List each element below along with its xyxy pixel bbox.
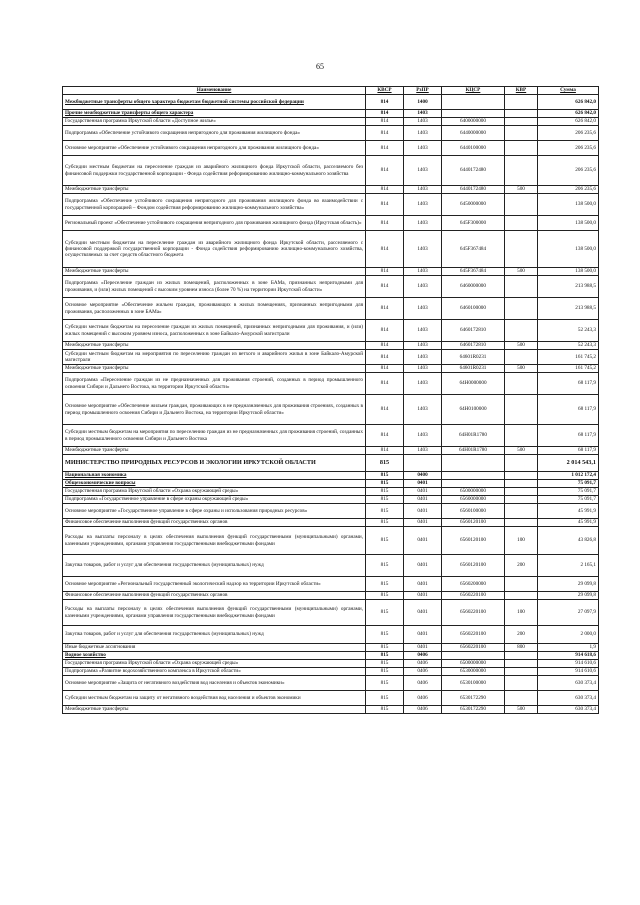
cell-kvsr: 815 <box>366 555 404 577</box>
cell-kvr <box>505 231 538 268</box>
table-row <box>63 447 599 455</box>
cell-rzpr: 1403 <box>404 194 442 216</box>
cell-name: Иные бюджетные ассигнования <box>63 644 366 652</box>
cell-sum: 45 991,9 <box>538 504 599 519</box>
cell-name: Межбюджетные трансферты <box>63 342 366 350</box>
cell-kvsr: 814 <box>366 156 404 186</box>
cell-kcsr: 6400000000 <box>442 118 505 126</box>
cell-name: Субсидии местным бюджетам на переселение граждан из аварийного жилищного фонда Иркутской области, расселяемого без финансовой поддержки государственной корпорации - Фонда содействия реформированию жилищно-коммунального хозяйства <box>63 156 366 186</box>
cell-kcsr: 6530100000 <box>442 676 505 691</box>
cell-rzpr: 0401 <box>404 480 442 488</box>
cell-sum: 161 745,2 <box>538 350 599 365</box>
cell-kcsr: 6440100000 <box>442 141 505 156</box>
cell-rzpr: 1403 <box>404 395 442 425</box>
cell-rzpr: 1403 <box>404 425 442 447</box>
cell-rzpr: 0401 <box>404 496 442 504</box>
cell-kcsr: 6560220100 <box>442 626 505 644</box>
cell-kcsr <box>442 652 505 660</box>
cell-rzpr: 0401 <box>404 600 442 626</box>
table-row <box>63 706 599 714</box>
cell-kvr: 500 <box>505 186 538 194</box>
cell-kcsr: 64Н01R1780 <box>442 447 505 455</box>
table-row <box>63 110 599 118</box>
cell-rzpr: 1403 <box>404 342 442 350</box>
cell-kvr <box>505 194 538 216</box>
cell-kcsr: 64Н0000000 <box>442 373 505 395</box>
cell-kvr <box>505 652 538 660</box>
cell-sum: 1,9 <box>538 644 599 652</box>
table-row <box>63 600 599 626</box>
cell-rzpr: 0406 <box>404 691 442 706</box>
cell-name: Общеэкономические вопросы <box>63 480 366 488</box>
cell-rzpr: 0401 <box>404 488 442 496</box>
cell-name: Государственная программа Иркутской области «Доступное жилье» <box>63 118 366 126</box>
cell-name: Подпрограмма «Переселение граждан из не предназначенных для проживания строений, созданных в период промышленного освоения Сибири и Дальнего Востока, на территории Иркутской области» <box>63 373 366 395</box>
cell-kvsr: 814 <box>366 95 404 110</box>
cell-rzpr: 1403 <box>404 186 442 194</box>
cell-name: МИНИСТЕРСТВО ПРИРОДНЫХ РЕСУРСОВ И ЭКОЛОГИИ ИРКУТСКОЙ ОБЛАСТИ <box>63 455 366 472</box>
cell-rzpr: 1403 <box>404 231 442 268</box>
cell-kvr <box>505 118 538 126</box>
cell-sum: 914 610,6 <box>538 660 599 668</box>
cell-sum: 43 826,8 <box>538 527 599 555</box>
cell-sum: 68 117,9 <box>538 373 599 395</box>
cell-sum: 1 012 172,4 <box>538 472 599 480</box>
cell-kcsr: 6560220100 <box>442 600 505 626</box>
cell-kvr <box>505 373 538 395</box>
cell-sum: 626 842,0 <box>538 95 599 110</box>
table-row <box>63 668 599 676</box>
table-row <box>63 216 599 231</box>
cell-sum: 68 117,9 <box>538 447 599 455</box>
cell-kvsr: 815 <box>366 488 404 496</box>
cell-rzpr: 0401 <box>404 577 442 592</box>
cell-kcsr: 6530172290 <box>442 691 505 706</box>
cell-kcsr: 645F367484 <box>442 231 505 268</box>
cell-sum: 75 091,7 <box>538 488 599 496</box>
cell-kcsr: 64Н01R1780 <box>442 425 505 447</box>
header-rzpr: РзПР <box>404 87 442 95</box>
cell-kcsr: 6560200000 <box>442 577 505 592</box>
cell-sum: 68 117,9 <box>538 425 599 447</box>
cell-kcsr: 645F300000 <box>442 216 505 231</box>
header-name: Наименование <box>63 87 366 95</box>
cell-kvr <box>505 488 538 496</box>
table-row <box>63 652 599 660</box>
cell-rzpr: 0400 <box>404 472 442 480</box>
cell-rzpr: 1403 <box>404 276 442 298</box>
cell-sum: 138 500,0 <box>538 268 599 276</box>
table-row <box>63 644 599 652</box>
cell-name: Подпрограмма «Развитие водохозяйственного комплекса в Иркутской области» <box>63 668 366 676</box>
cell-kcsr: 6500000000 <box>442 660 505 668</box>
table-row <box>63 425 599 447</box>
cell-rzpr: 0406 <box>404 652 442 660</box>
cell-kvsr: 814 <box>366 365 404 373</box>
cell-kvsr: 815 <box>366 626 404 644</box>
cell-kcsr: 64601R0231 <box>442 350 505 365</box>
cell-sum: 626 842,0 <box>538 110 599 118</box>
table-body <box>63 95 599 714</box>
cell-kvsr: 814 <box>366 141 404 156</box>
cell-rzpr: 1403 <box>404 447 442 455</box>
cell-kvsr: 815 <box>366 668 404 676</box>
header-kcsr: КЦСР <box>442 87 505 95</box>
cell-kcsr: 6560120100 <box>442 527 505 555</box>
cell-name: Подпрограмма «Обеспечение устойчивого сокращения непригодного для проживания жилищного фонда» <box>63 126 366 141</box>
cell-sum: 27 097,9 <box>538 600 599 626</box>
cell-kvsr: 815 <box>366 519 404 527</box>
cell-rzpr <box>404 455 442 472</box>
cell-rzpr: 0401 <box>404 555 442 577</box>
page-number: 65 <box>316 62 324 71</box>
cell-sum: 630 373,4 <box>538 706 599 714</box>
cell-kcsr: 6440172480 <box>442 156 505 186</box>
cell-name: Межбюджетные трансферты <box>63 365 366 373</box>
cell-kvsr: 815 <box>366 660 404 668</box>
cell-name: Межбюджетные трансферты <box>63 268 366 276</box>
cell-rzpr: 1403 <box>404 126 442 141</box>
cell-sum: 626 842,0 <box>538 118 599 126</box>
cell-kvr <box>505 95 538 110</box>
cell-kvsr: 814 <box>366 350 404 365</box>
cell-kvsr: 815 <box>366 592 404 600</box>
cell-kcsr: 6560220100 <box>442 644 505 652</box>
cell-kcsr: 6560120100 <box>442 519 505 527</box>
cell-kvr <box>505 141 538 156</box>
cell-sum: 2 014 543,1 <box>538 455 599 472</box>
cell-sum: 206 235,6 <box>538 156 599 186</box>
cell-kvr <box>505 504 538 519</box>
table-row <box>63 455 599 472</box>
cell-kvr <box>505 110 538 118</box>
table-row <box>63 186 599 194</box>
cell-kvr: 500 <box>505 342 538 350</box>
cell-name: Закупка товаров, работ и услуг для обеспечения государственных (муниципальных) нужд <box>63 555 366 577</box>
cell-kvsr: 814 <box>366 126 404 141</box>
cell-sum: 29 099,8 <box>538 592 599 600</box>
cell-sum: 213 988,5 <box>538 276 599 298</box>
table-row <box>63 342 599 350</box>
cell-rzpr: 1403 <box>404 350 442 365</box>
cell-sum: 2 165,1 <box>538 555 599 577</box>
table-row <box>63 472 599 480</box>
cell-kvr <box>505 496 538 504</box>
cell-kvsr: 815 <box>366 577 404 592</box>
cell-sum: 2 000,0 <box>538 626 599 644</box>
cell-kvr: 500 <box>505 365 538 373</box>
cell-name: Прочие межбюджетные трансферты общего характера <box>63 110 366 118</box>
cell-sum: 206 235,6 <box>538 141 599 156</box>
cell-rzpr: 1403 <box>404 268 442 276</box>
cell-sum: 45 991,9 <box>538 519 599 527</box>
cell-kvr <box>505 691 538 706</box>
cell-sum: 630 373,4 <box>538 691 599 706</box>
cell-kvr <box>505 276 538 298</box>
cell-kcsr: 6460172810 <box>442 342 505 350</box>
cell-kvsr: 815 <box>366 652 404 660</box>
cell-kvsr: 814 <box>366 298 404 320</box>
table-row <box>63 395 599 425</box>
cell-kvsr: 814 <box>366 276 404 298</box>
cell-kcsr <box>442 455 505 472</box>
cell-rzpr: 0406 <box>404 668 442 676</box>
cell-kvr: 500 <box>505 706 538 714</box>
cell-sum: 52 243,3 <box>538 342 599 350</box>
cell-kvsr: 814 <box>366 118 404 126</box>
cell-kcsr: 64601R0231 <box>442 365 505 373</box>
table-row <box>63 126 599 141</box>
cell-kvr <box>505 660 538 668</box>
table-row <box>63 691 599 706</box>
cell-name: Межбюджетные трансферты <box>63 186 366 194</box>
cell-kcsr: 6440000000 <box>442 126 505 141</box>
cell-sum: 138 500,0 <box>538 194 599 216</box>
table-row <box>63 504 599 519</box>
table-row <box>63 496 599 504</box>
cell-kcsr: 6500000000 <box>442 488 505 496</box>
cell-sum: 29 099,8 <box>538 577 599 592</box>
cell-rzpr: 0401 <box>404 527 442 555</box>
table-row <box>63 626 599 644</box>
header-sum: Сумма <box>538 87 599 95</box>
cell-kcsr <box>442 472 505 480</box>
table-row <box>63 676 599 691</box>
cell-rzpr: 0401 <box>404 644 442 652</box>
cell-name: Субсидии местным бюджетам на мероприятия по переселению граждан из не предназначенных для проживания строений, созданных в период промышленного освоения Сибири и Дальнего Востока <box>63 425 366 447</box>
cell-kvsr: 814 <box>366 231 404 268</box>
cell-kvsr: 815 <box>366 691 404 706</box>
cell-rzpr: 0401 <box>404 519 442 527</box>
table-row <box>63 480 599 488</box>
cell-kvr <box>505 350 538 365</box>
cell-kcsr <box>442 95 505 110</box>
cell-kvr <box>505 676 538 691</box>
cell-name: Региональный проект «Обеспечение устойчивого сокращения непригодного для проживания жилищного фонда (Иркутская область)» <box>63 216 366 231</box>
cell-kcsr: 6460172810 <box>442 320 505 342</box>
cell-sum: 161 745,2 <box>538 365 599 373</box>
cell-rzpr: 0406 <box>404 660 442 668</box>
cell-kvr <box>505 592 538 600</box>
cell-kvr <box>505 298 538 320</box>
cell-rzpr: 0401 <box>404 626 442 644</box>
cell-kvsr: 814 <box>366 395 404 425</box>
cell-name: Национальная экономика <box>63 472 366 480</box>
cell-kvsr: 815 <box>366 480 404 488</box>
cell-rzpr: 1403 <box>404 118 442 126</box>
cell-kvr <box>505 472 538 480</box>
cell-name: Подпрограмма «Государственное управление в сфере охраны окружающей среды» <box>63 496 366 504</box>
cell-rzpr: 0406 <box>404 706 442 714</box>
table-row <box>63 156 599 186</box>
cell-rzpr: 1403 <box>404 141 442 156</box>
cell-rzpr: 1403 <box>404 216 442 231</box>
cell-name: Основное мероприятие «Обеспечение жильем граждан, проживающих в не предназначенных для проживания строениях, созданных в период промышленного освоения Сибири и Дальнего Востока, на территории Иркутской области» <box>63 395 366 425</box>
header-kvsr: КВСР <box>366 87 404 95</box>
cell-kcsr: 6530172290 <box>442 706 505 714</box>
cell-rzpr: 0406 <box>404 676 442 691</box>
cell-kcsr: 64Н0100000 <box>442 395 505 425</box>
cell-kvsr: 814 <box>366 373 404 395</box>
cell-kvr <box>505 425 538 447</box>
cell-sum: 138 500,0 <box>538 216 599 231</box>
cell-kvsr: 814 <box>366 268 404 276</box>
cell-kvsr: 815 <box>366 676 404 691</box>
cell-kvsr: 815 <box>366 644 404 652</box>
cell-kvsr: 814 <box>366 425 404 447</box>
cell-kvr <box>505 320 538 342</box>
cell-kvr <box>505 519 538 527</box>
table-header-row <box>63 87 599 95</box>
cell-kvr <box>505 395 538 425</box>
cell-kvsr: 815 <box>366 600 404 626</box>
cell-kcsr <box>442 480 505 488</box>
cell-kcsr <box>442 110 505 118</box>
table-row <box>63 350 599 365</box>
cell-rzpr: 1403 <box>404 156 442 186</box>
cell-name: Основное мероприятие «Защита от негативного воздействия вод населения и объектов экономики» <box>63 676 366 691</box>
cell-kvr: 500 <box>505 268 538 276</box>
cell-name: Субсидии местным бюджетам на мероприятия по переселению граждан из ветхого и аварийного жилья в зоне Байкало-Амурской магистрали <box>63 350 366 365</box>
cell-kcsr: 6560220100 <box>442 592 505 600</box>
cell-name: Финансовое обеспечение выполнения функций государственных органов <box>63 592 366 600</box>
header-kvr: КВР <box>505 87 538 95</box>
table-row <box>63 276 599 298</box>
cell-kcsr: 6560000000 <box>442 496 505 504</box>
table-row <box>63 527 599 555</box>
cell-kvsr: 814 <box>366 447 404 455</box>
cell-kvr <box>505 668 538 676</box>
cell-name: Подпрограмма «Переселение граждан из жилых помещений, расположенных в зоне БАМа, признанных непригодными для проживания, и (или) жилых помещений с высоким уровнем износа (более 70 %) на территории Иркутской области» <box>63 276 366 298</box>
cell-kvsr: 814 <box>366 320 404 342</box>
cell-name: Основное мероприятие «Региональный государственный экологический надзор на территории Иркутской области» <box>63 577 366 592</box>
table-row <box>63 519 599 527</box>
table-row <box>63 577 599 592</box>
cell-kvr <box>505 216 538 231</box>
cell-kvr: 100 <box>505 527 538 555</box>
cell-name: Основное мероприятие «Обеспечение устойчивого сокращения непригодного для проживания жилищного фонда» <box>63 141 366 156</box>
cell-kcsr: 6560120100 <box>442 555 505 577</box>
cell-kvr <box>505 577 538 592</box>
cell-kcsr: 6460000000 <box>442 276 505 298</box>
cell-name: Основное мероприятие «Государственное управление в сфере охраны и использования природных ресурсов» <box>63 504 366 519</box>
table-row <box>63 660 599 668</box>
cell-rzpr: 0401 <box>404 592 442 600</box>
cell-kcsr: 6440172480 <box>442 186 505 194</box>
cell-name: Субсидии местным бюджетам на переселение граждан из жилых помещений, признанных непригодными для проживания, и (или) жилых помещений с высоким уровнем износа, расположенных в зоне Байкало-Амурской магистрали <box>63 320 366 342</box>
table-row <box>63 298 599 320</box>
cell-sum: 52 243,3 <box>538 320 599 342</box>
cell-rzpr: 1400 <box>404 95 442 110</box>
cell-kvr: 100 <box>505 600 538 626</box>
cell-rzpr: 1403 <box>404 110 442 118</box>
cell-rzpr: 0401 <box>404 504 442 519</box>
table-row <box>63 268 599 276</box>
cell-rzpr: 1403 <box>404 373 442 395</box>
table-row <box>63 141 599 156</box>
cell-sum: 914 610,6 <box>538 668 599 676</box>
cell-kvsr: 815 <box>366 527 404 555</box>
cell-sum: 75 091,7 <box>538 496 599 504</box>
cell-kcsr: 645F367484 <box>442 268 505 276</box>
cell-kvsr: 815 <box>366 472 404 480</box>
cell-sum: 213 988,5 <box>538 298 599 320</box>
cell-name: Межбюджетные трансферты <box>63 447 366 455</box>
cell-kcsr: 6560100000 <box>442 504 505 519</box>
cell-sum: 206 235,6 <box>538 186 599 194</box>
cell-name: Государственная программа Иркутской области «Охрана окружающей среды» <box>63 488 366 496</box>
table-row <box>63 555 599 577</box>
cell-name: Расходы на выплаты персоналу в целях обеспечения выполнения функций государственными (муниципальными) органами, казенными учреждениями, органами управления государственными внебюджетными фондами <box>63 527 366 555</box>
cell-sum: 914 618,6 <box>538 652 599 660</box>
cell-kvsr: 814 <box>366 110 404 118</box>
cell-name: Государственная программа Иркутской области «Охрана окружающей среды» <box>63 660 366 668</box>
cell-kvr <box>505 126 538 141</box>
cell-kvsr: 814 <box>366 216 404 231</box>
table-row <box>63 118 599 126</box>
cell-kvr <box>505 480 538 488</box>
cell-kvr <box>505 156 538 186</box>
cell-kvr: 200 <box>505 626 538 644</box>
table-row <box>63 592 599 600</box>
table-row <box>63 320 599 342</box>
cell-kvr: 200 <box>505 555 538 577</box>
cell-kvr: 800 <box>505 644 538 652</box>
cell-rzpr: 1403 <box>404 365 442 373</box>
cell-kvr <box>505 455 538 472</box>
cell-name: Водное хозяйство <box>63 652 366 660</box>
cell-name: Подпрограмма «Обеспечение устойчивого сокращения непригодного для проживания жилищного фонда во взаимодействии с государственной корпорацией – Фондом содействия реформированию жилищно-коммунального хозяйства» <box>63 194 366 216</box>
cell-kvsr: 815 <box>366 455 404 472</box>
table-row <box>63 373 599 395</box>
cell-sum: 75 091,7 <box>538 480 599 488</box>
table-row <box>63 231 599 268</box>
cell-sum: 206 235,6 <box>538 126 599 141</box>
cell-name: Межбюджетные трансферты <box>63 706 366 714</box>
budget-table <box>62 86 599 714</box>
cell-kvsr: 814 <box>366 342 404 350</box>
cell-kcsr: 6450000000 <box>442 194 505 216</box>
table-row <box>63 95 599 110</box>
cell-kcsr: 6530000000 <box>442 668 505 676</box>
cell-rzpr: 1403 <box>404 298 442 320</box>
cell-name: Расходы на выплаты персоналу в целях обеспечения выполнения функций государственными (муниципальными) органами, казенными учреждениями, органами управления государственными внебюджетными фондами <box>63 600 366 626</box>
table-row <box>63 365 599 373</box>
table-row <box>63 488 599 496</box>
cell-kvsr: 815 <box>366 504 404 519</box>
cell-name: Субсидии местным бюджетам на защиту от негативного воздействия вод населения и объектов экономики <box>63 691 366 706</box>
cell-kcsr: 6460100000 <box>442 298 505 320</box>
cell-name: Финансовое обеспечение выполнения функций государственных органов <box>63 519 366 527</box>
cell-name: Субсидии местным бюджетам на переселение граждан из аварийного жилищного фонда Иркутской области, расселяемого с финансовой поддержкой государственной корпорации - Фонда содействия реформированию жилищно-коммунального хозяйства, осуществляемых за счет средств областного бюджета <box>63 231 366 268</box>
cell-kvr: 500 <box>505 447 538 455</box>
cell-kvsr: 814 <box>366 186 404 194</box>
cell-kvsr: 815 <box>366 496 404 504</box>
cell-name: Межбюджетные трансферты общего характера бюджетам бюджетной системы российской федерации <box>63 95 366 110</box>
cell-name: Основное мероприятие «Обеспечение жильем граждан, проживающих в жилых помещениях, признанных непригодными для проживания, расположенных в зоне БАМа» <box>63 298 366 320</box>
cell-rzpr: 1403 <box>404 320 442 342</box>
cell-sum: 138 500,0 <box>538 231 599 268</box>
cell-kvsr: 815 <box>366 706 404 714</box>
table-row <box>63 194 599 216</box>
cell-sum: 630 373,4 <box>538 676 599 691</box>
cell-name: Закупка товаров, работ и услуг для обеспечения государственных (муниципальных) нужд <box>63 626 366 644</box>
cell-kvsr: 814 <box>366 194 404 216</box>
cell-sum: 68 117,9 <box>538 395 599 425</box>
